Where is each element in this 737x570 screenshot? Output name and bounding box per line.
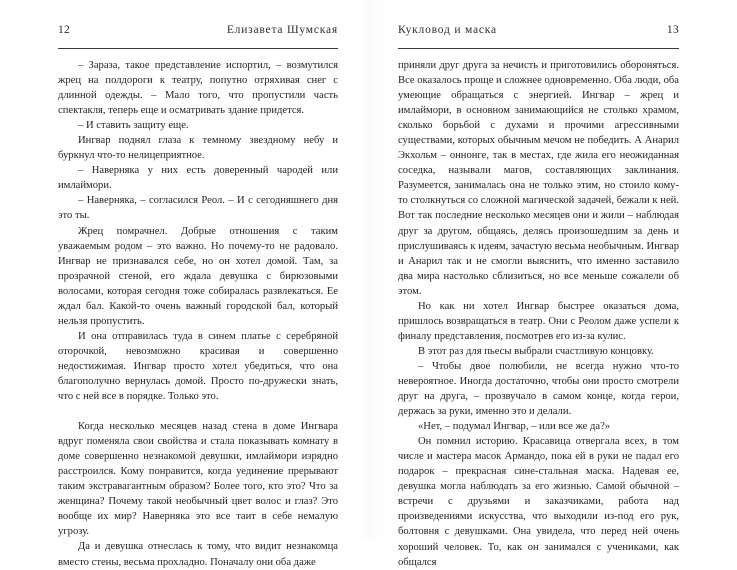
left-page-body bbox=[58, 58, 338, 570]
paragraph: Когда несколько месяцев назад стена в доме Ингвара вдруг поменяла свои свойства и стала показывать комнату в доме совершенно незнакомой девушки, имлаймори изрядно расстроился. Кому понравится, когда уединение прерывают таким экстравагантным образом? Более того, кто это? Что за женщина? Почему такой необычный цвет волос и глаз? Это вообще их мир? Наверняка это все таит в себе немалую угрозу. bbox=[58, 421, 338, 538]
right-page-header-rule bbox=[398, 48, 679, 49]
paragraph: – Наверняка у них есть доверенный чародей или имлаймори. bbox=[58, 165, 338, 192]
left-page bbox=[0, 0, 368, 568]
right-page-running-head-title: Кукловод и маска bbox=[398, 24, 497, 36]
right-page-running-head bbox=[398, 24, 679, 46]
left-page-folio: 12 bbox=[58, 24, 71, 36]
paragraph: Он помнил историю. Красавица отвергала всех, в том числе и мастера масок Армандо, пока ей в руки не падал его подарок – прекрасная сине-стальная маска. Надевая ее, девушка могла наблюдать за его жизнью. Самой обычной – встречи с друзьями и заказчиками, работа над произведениями искусства, что выходили из-под его рук, болтовня с девушками. Она увидела, что перед ней очень хороший человек. То, как он занимался с учениками, как общался bbox=[398, 436, 679, 568]
right-page-folio: 13 bbox=[666, 24, 679, 36]
paragraph: Но как ни хотел Ингвар быстрее оказаться дома, пришлось возвращаться в театр. Они с Реолом даже успели к финалу представления, посмотрев его из-за кулис. bbox=[398, 300, 679, 342]
paragraph: Жрец помрачнел. Добрые отношения с таким уважаемым родом – это важно. Но почему-то не радовало. Ингвар не признавался себе, но он хотел домой. Там, за прозрачной стеной, его ждала девушка с бирюзовыми волосами, которая сегодня тоже собиралась развлекаться. Ее ждал бал. Какой-то очень важный городской бал, который нельзя пропустить. bbox=[58, 225, 338, 327]
right-page-body bbox=[398, 58, 679, 570]
paragraph: – Наверняка, – согласился Реол. – И с сегодняшнего дня это ты. bbox=[58, 195, 338, 222]
paragraph: – Зараза, такое представление испортил, – возмутился жрец на полдороги к театру, попутно отряхивая снег с длинной одежды. – Мало того, что пропустили часть спектакля, теперь еще и осматривать здание придется. bbox=[58, 60, 338, 117]
paragraph: «Нет, – подумал Ингвар, – или все же да?» bbox=[418, 421, 611, 433]
paragraph: – Чтобы двое полюбили, не всегда нужно что-то невероятное. Иногда достаточно, чтобы они просто смотрели друг на друга, – прозвучало в самом конце, когда герои, держась за руки, именно это и делали. bbox=[398, 360, 679, 418]
left-page-running-head-title: Елизавета Шумская bbox=[226, 24, 338, 36]
left-page-header-rule bbox=[58, 48, 338, 49]
paragraph: приняли друг друга за нечисть и приготовились обороняться. Все оказалось проще и сложнее одновременно. Оба люди, оба умеющие обращаться с энергией. Ингвар – жрец и имлаймори, в основном занимающийся не столько храмом, сколько борьбой с духами и прочими агрессивными существами, которых обычным мечом не победить. А Анарил Экхольм – оннонге, так в местах, где жила его неожиданная соседка, называли магов, составляющих заклинания. Разумеется, занималась она не только этим, но стоило кому-то столкнуться со сложной магической задачей, бежали к ней. Вот так последние несколько месяцев они и жили – наблюдая друг за другом, общаясь, делясь произошедшим за день и прислушиваясь к идеям, зачастую весьма необычным. Ингвар и Анарил так и не смогли выяснить, что именно заставило два мира настолько сблизиться, но все меньше сожалели об этом. bbox=[398, 60, 679, 297]
paragraph: В этот раз для пьесы выбрали счастливую концовку. bbox=[418, 345, 654, 357]
left-page-running-head bbox=[58, 24, 338, 46]
paragraph: Да и девушка отнеслась к тому, что видит незнакомца вместо стены, весьма прохладно. Поначалу они оба даже bbox=[58, 541, 338, 568]
paragraph: Ингвар поднял глаза к темному звездному небу и буркнул что-то нелицеприятное. bbox=[58, 135, 338, 162]
right-page bbox=[368, 0, 736, 568]
paragraph: И она отправилась туда в синем платье с серебряной оторочкой, невозможно красивая и совершенно недостижимая. Ингвар просто хотел убедиться, что она благополучно вернулась домой. Просто по-дружески знать, что с ней все в порядке. Только это. bbox=[58, 330, 338, 403]
paragraph: – И ставить защиту еще. bbox=[78, 120, 189, 132]
